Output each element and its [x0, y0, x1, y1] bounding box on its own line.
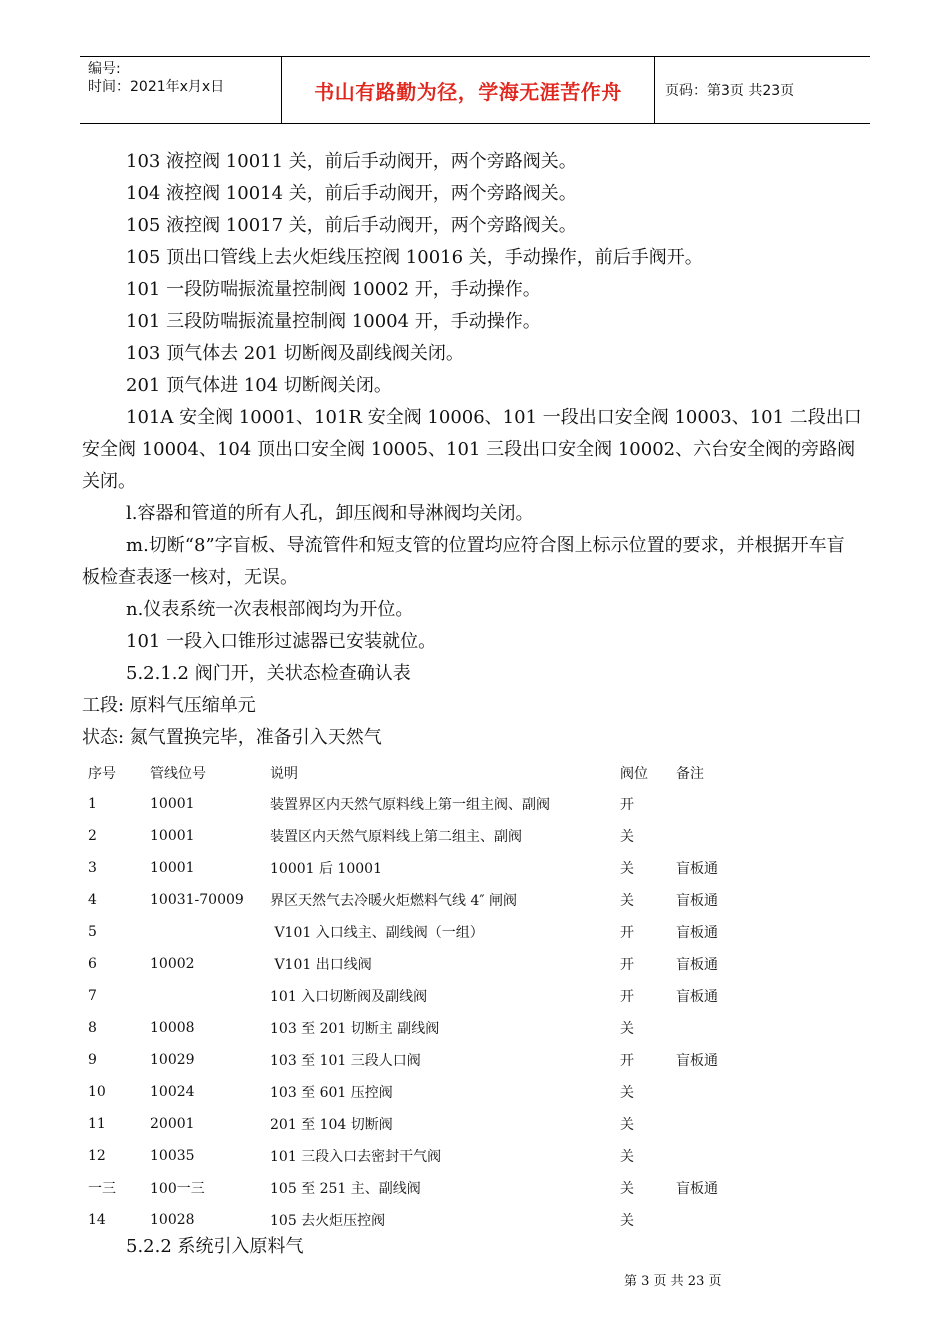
- table-row: [88, 916, 788, 948]
- cell-valve-position: 关: [620, 1117, 634, 1133]
- cell-remark: 盲板通: [676, 893, 718, 909]
- table-row: [88, 1044, 788, 1076]
- cell-seq: 12: [88, 1148, 106, 1164]
- table-row: [88, 1012, 788, 1044]
- paragraph: 103 液控阀 10011 关，前后手动阀开，两个旁路阀关。: [126, 151, 577, 172]
- cell-line-tag: 10031-70009: [150, 892, 244, 908]
- cell-description: 105 去火炬压控阀: [270, 1213, 386, 1229]
- document-body: [82, 146, 862, 754]
- header-line-tag: 管线位号: [150, 766, 206, 782]
- paragraph: 105 液控阀 10017 关，前后手动阀开，两个旁路阀关。: [126, 215, 577, 236]
- cell-remark: 盲板通: [676, 1181, 718, 1197]
- cell-seq: 3: [88, 860, 97, 876]
- cell-description: 103 至 201 切断主 副线阀: [270, 1021, 440, 1037]
- cell-line-tag: 10035: [150, 1148, 195, 1164]
- paragraph: 105 顶出口管线上去火炬线压控阀 10016 关，手动操作，前后手阀开。: [126, 247, 703, 268]
- cell-valve-position: 关: [620, 829, 634, 845]
- table-header-row: [88, 758, 788, 788]
- cell-description: 界区天然气去冷暖火炬燃料气线 4″ 闸阀: [270, 893, 518, 909]
- cell-valve-position: 关: [620, 1181, 634, 1197]
- header-motto: 书山有路勤为径，学海无涯苦作舟: [282, 57, 655, 123]
- cell-seq: 11: [88, 1116, 106, 1132]
- cell-line-tag: 10008: [150, 1020, 195, 1036]
- valve-status-table: [88, 758, 788, 1236]
- item-n: n.仪表系统一次表根部阀均为开位。: [126, 599, 414, 620]
- cell-line-tag: 10001: [150, 796, 195, 812]
- cell-line-tag: 10002: [150, 956, 195, 972]
- cell-seq: 6: [88, 956, 97, 972]
- table-row: [88, 1108, 788, 1140]
- cell-line-tag: 10024: [150, 1084, 195, 1100]
- cell-description: 101 三段入口去密封干气阀: [270, 1149, 442, 1165]
- cell-valve-position: 开: [620, 989, 634, 1005]
- header-page-info: 页码：第3页 共23页: [665, 83, 795, 99]
- cell-valve-position: 关: [620, 1149, 634, 1165]
- paragraph: 104 液控阀 10014 关，前后手动阀开，两个旁路阀关。: [126, 183, 577, 204]
- table-row: [88, 820, 788, 852]
- paragraph: 101 一段防喘振流量控制阀 10002 开，手动操作。: [126, 279, 541, 300]
- table-row: [88, 948, 788, 980]
- filter-line: 101 一段入口锥形过滤器已安装就位。: [126, 631, 437, 652]
- cell-valve-position: 关: [620, 1085, 634, 1101]
- cell-description: V101 出口线阀: [270, 957, 372, 973]
- cell-description: V101 入口线主、副线阀（一组）: [270, 925, 484, 941]
- cell-description: 103 至 601 压控阀: [270, 1085, 393, 1101]
- cell-remark: 盲板通: [676, 989, 718, 1005]
- cell-remark: 盲板通: [676, 1053, 718, 1069]
- page-footer: 第 3 页 共 23 页: [624, 1274, 722, 1289]
- cell-seq: 1: [88, 796, 97, 812]
- header-meta: [80, 57, 282, 123]
- cell-seq: 2: [88, 828, 97, 844]
- cell-description: 103 至 101 三段人口阀: [270, 1053, 421, 1069]
- cell-description: 201 至 104 切断阀: [270, 1117, 393, 1133]
- item-m: m.切断“8”字盲板、导流管件和短支管的位置均应符合图上标示位置的要求，并根据开车盲板检查表逐一核对，无误。: [82, 535, 845, 588]
- paragraph: 103 顶气体去 201 切断阀及副线阀关闭。: [126, 343, 464, 364]
- cell-description: 105 至 251 主、副线阀: [270, 1181, 421, 1197]
- cell-seq: 8: [88, 1020, 97, 1036]
- cell-valve-position: 开: [620, 797, 634, 813]
- cell-line-tag: 100一三: [150, 1181, 205, 1197]
- cell-line-tag: 10001: [150, 828, 195, 844]
- section-title: 5.2.1.2 阀门开，关状态检查确认表: [126, 663, 411, 684]
- cell-description: 101 入口切断阀及副线阀: [270, 989, 428, 1005]
- document-time: 时间：2021年x月x日: [88, 79, 225, 95]
- cell-valve-position: 关: [620, 893, 634, 909]
- work-section: 工段: 原料气压缩单元: [82, 695, 256, 716]
- cell-seq: 7: [88, 988, 97, 1004]
- item-l: l.容器和管道的所有人孔，卸压阀和导淋阀均关闭。: [126, 503, 534, 524]
- table-row: [88, 852, 788, 884]
- cell-remark: 盲板通: [676, 957, 718, 973]
- cell-valve-position: 开: [620, 957, 634, 973]
- cell-description: 装置区内天然气原料线上第二组主、副阀: [270, 829, 522, 845]
- table-row: [88, 788, 788, 820]
- paragraph: 101 三段防喘振流量控制阀 10004 开，手动操作。: [126, 311, 541, 332]
- cell-valve-position: 开: [620, 925, 634, 941]
- cell-seq: 9: [88, 1052, 97, 1068]
- safety-valve-paragraph: 101A 安全阀 10001、101R 安全阀 10006、101 一段出口安全阀 10003、101 二段出口安全阀 10004、104 顶出口安全阀 10005、101 三段出口安全阀 10002、六台安全阀的旁路阀关闭。: [82, 407, 862, 492]
- table-row: [88, 1140, 788, 1172]
- cell-seq: 4: [88, 892, 97, 908]
- table-row: [88, 980, 788, 1012]
- cell-remark: 盲板通: [676, 925, 718, 941]
- header-valve-position: 阀位: [620, 766, 648, 782]
- header-seq: 序号: [88, 766, 116, 782]
- next-section-title: 5.2.2 系统引入原料气: [126, 1236, 304, 1257]
- cell-seq: 一三: [88, 1181, 116, 1197]
- header-description: 说明: [270, 766, 298, 782]
- table-body: [88, 788, 788, 1236]
- cell-line-tag: 10028: [150, 1212, 195, 1228]
- page-header: [80, 56, 870, 124]
- cell-line-tag: 10001: [150, 860, 195, 876]
- cell-valve-position: 关: [620, 861, 634, 877]
- cell-description: 10001 后 10001: [270, 861, 382, 877]
- cell-valve-position: 关: [620, 1213, 634, 1229]
- table-row: [88, 1172, 788, 1204]
- cell-seq: 14: [88, 1212, 106, 1228]
- document-number-label: 编号:: [88, 61, 121, 77]
- cell-seq: 10: [88, 1084, 106, 1100]
- status-line: 状态: 氮气置换完毕，准备引入天然气: [82, 727, 382, 748]
- table-row: [88, 1076, 788, 1108]
- cell-line-tag: 10029: [150, 1052, 195, 1068]
- cell-seq: 5: [88, 924, 97, 940]
- table-row: [88, 884, 788, 916]
- header-remark: 备注: [676, 766, 704, 782]
- paragraph: 201 顶气体进 104 切断阀关闭。: [126, 375, 392, 396]
- cell-remark: 盲板通: [676, 861, 718, 877]
- cell-valve-position: 关: [620, 1021, 634, 1037]
- cell-valve-position: 开: [620, 1053, 634, 1069]
- cell-line-tag: 20001: [150, 1116, 195, 1132]
- cell-description: 装置界区内天然气原料线上第一组主阀、副阀: [270, 797, 550, 813]
